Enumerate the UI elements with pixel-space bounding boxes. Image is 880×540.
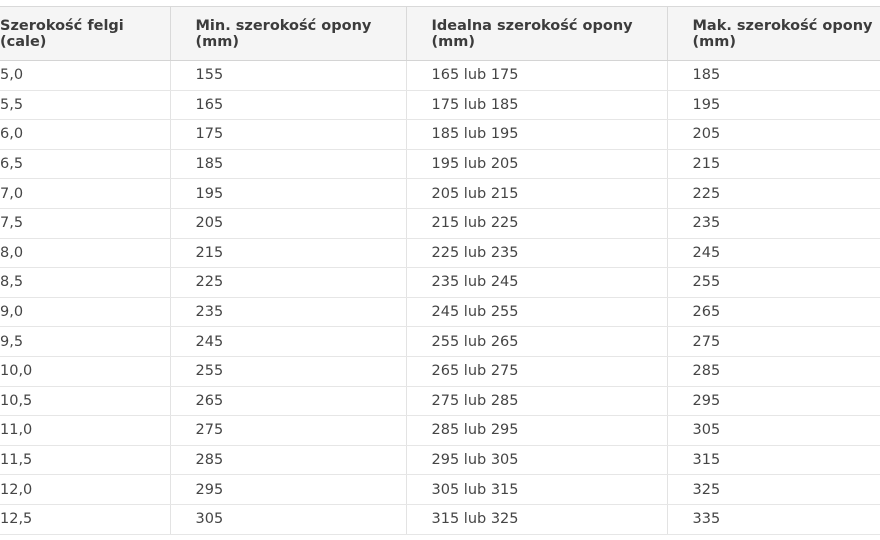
table-row [0,297,880,327]
cell-ideal-tire-width: 315 lub 325 [406,504,667,534]
cell-ideal-tire-width: 225 lub 235 [406,238,667,268]
cell-ideal-tire-width: 255 lub 265 [406,327,667,357]
cell-min-tire-width: 235 [170,297,406,327]
cell-min-tire-width: 245 [170,327,406,357]
cell-max-tire-width: 205 [667,120,880,150]
table-row [0,416,880,446]
header-ideal-tire-width: Idealna szerokość opony (mm) [406,7,667,61]
table-row [0,327,880,357]
cell-max-tire-width: 305 [667,416,880,446]
cell-min-tire-width: 175 [170,120,406,150]
table-row [0,120,880,150]
cell-max-tire-width: 265 [667,297,880,327]
table-row [0,90,880,120]
cell-max-tire-width: 225 [667,179,880,209]
cell-max-tire-width: 215 [667,149,880,179]
cell-rim-width: 6,5 [0,149,170,179]
cell-max-tire-width: 245 [667,238,880,268]
cell-rim-width: 9,5 [0,327,170,357]
cell-min-tire-width: 295 [170,475,406,505]
cell-rim-width: 11,5 [0,445,170,475]
table-row [0,238,880,268]
cell-max-tire-width: 285 [667,356,880,386]
table-row [0,386,880,416]
table-row [0,504,880,534]
cell-max-tire-width: 185 [667,61,880,91]
cell-ideal-tire-width: 305 lub 315 [406,475,667,505]
cell-max-tire-width: 235 [667,208,880,238]
header-min-tire-width: Min. szerokość opony (mm) [170,7,406,61]
cell-rim-width: 10,5 [0,386,170,416]
table-body [0,61,880,535]
tire-size-table-container [0,6,880,535]
cell-max-tire-width: 315 [667,445,880,475]
header-max-tire-width: Mak. szerokość opony (mm) [667,7,880,61]
table-row [0,179,880,209]
table-row [0,208,880,238]
cell-ideal-tire-width: 175 lub 185 [406,90,667,120]
table-row [0,356,880,386]
cell-ideal-tire-width: 215 lub 225 [406,208,667,238]
cell-ideal-tire-width: 165 lub 175 [406,61,667,91]
cell-rim-width: 11,0 [0,416,170,446]
cell-rim-width: 12,0 [0,475,170,505]
cell-rim-width: 12,5 [0,504,170,534]
tire-size-table [0,7,880,535]
cell-rim-width: 6,0 [0,120,170,150]
cell-ideal-tire-width: 205 lub 215 [406,179,667,209]
cell-min-tire-width: 285 [170,445,406,475]
cell-rim-width: 9,0 [0,297,170,327]
cell-ideal-tire-width: 285 lub 295 [406,416,667,446]
table-row [0,149,880,179]
cell-rim-width: 5,5 [0,90,170,120]
cell-min-tire-width: 195 [170,179,406,209]
cell-min-tire-width: 165 [170,90,406,120]
cell-min-tire-width: 255 [170,356,406,386]
cell-ideal-tire-width: 275 lub 285 [406,386,667,416]
cell-min-tire-width: 185 [170,149,406,179]
cell-max-tire-width: 255 [667,268,880,298]
cell-rim-width: 8,0 [0,238,170,268]
table-row [0,61,880,91]
cell-ideal-tire-width: 185 lub 195 [406,120,667,150]
cell-max-tire-width: 295 [667,386,880,416]
cell-ideal-tire-width: 245 lub 255 [406,297,667,327]
cell-max-tire-width: 195 [667,90,880,120]
cell-max-tire-width: 275 [667,327,880,357]
cell-min-tire-width: 305 [170,504,406,534]
cell-rim-width: 7,0 [0,179,170,209]
cell-min-tire-width: 275 [170,416,406,446]
cell-rim-width: 10,0 [0,356,170,386]
table-row [0,475,880,505]
cell-max-tire-width: 325 [667,475,880,505]
cell-min-tire-width: 155 [170,61,406,91]
cell-min-tire-width: 205 [170,208,406,238]
cell-rim-width: 7,5 [0,208,170,238]
cell-min-tire-width: 265 [170,386,406,416]
cell-rim-width: 5,0 [0,61,170,91]
table-row [0,445,880,475]
cell-ideal-tire-width: 195 lub 205 [406,149,667,179]
header-rim-width: Szerokość felgi (cale) [0,7,170,61]
cell-ideal-tire-width: 295 lub 305 [406,445,667,475]
cell-rim-width: 8,5 [0,268,170,298]
cell-min-tire-width: 215 [170,238,406,268]
table-row [0,268,880,298]
cell-ideal-tire-width: 265 lub 275 [406,356,667,386]
cell-max-tire-width: 335 [667,504,880,534]
cell-min-tire-width: 225 [170,268,406,298]
cell-ideal-tire-width: 235 lub 245 [406,268,667,298]
table-header-row [0,7,880,61]
